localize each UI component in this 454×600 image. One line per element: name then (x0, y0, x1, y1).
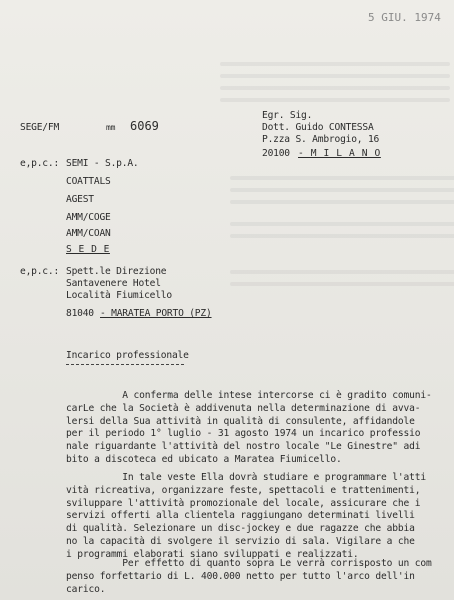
protocol-number: 6069 (130, 119, 159, 133)
body-line: i programmi elaborati siano sviluppati e realizzati. (66, 548, 359, 560)
body-line: no la capacità di svolgere il servizio di sala. Vigilare a che (66, 535, 415, 547)
bleed-through (220, 98, 450, 102)
body-line: di qualità. Selezionare un disc-jockey e due ragazze che abbia (66, 523, 415, 535)
recipient-salutation: Egr. Sig. (262, 110, 313, 121)
cc2-cap: 81040 (66, 308, 94, 319)
body-line: lersi della Sua attività in qualità di consulente, affidandole (66, 415, 415, 427)
bleed-through (230, 270, 454, 274)
body-line: servizi offerti alla clientela raggiungano determinati livelli (66, 510, 415, 522)
cc-item: S E D E (66, 244, 110, 255)
cc-label: e,p.c.: (20, 158, 60, 169)
body-line: Per effetto di quanto sopra Le verrà corrisposto un com (66, 558, 432, 569)
bleed-through (220, 86, 450, 90)
bleed-through (230, 200, 454, 204)
subject-line: Incarico professionale (66, 350, 189, 361)
cc-item: AMM/COGE (66, 212, 111, 223)
body-line: nale riguardante l'attività del nostro locale "Le Ginestre" adi (66, 441, 421, 453)
bleed-through (230, 282, 454, 286)
date-stamp: 5 GIU. 1974 (368, 11, 441, 24)
subject-underline (66, 364, 184, 365)
body-line: bito a discoteca ed ubicato a Maratea Fiumicello. (66, 453, 342, 465)
body-paragraph (66, 558, 432, 596)
cc2-line: Spett.le Direzione (66, 266, 167, 277)
cc-item: SEMI - S.p.A. (66, 158, 139, 169)
body-line: sviluppare l'attività promozionale del locale, assicurare che i (66, 497, 421, 509)
body-line: penso forfettario di L. 400.000 netto per tutto l'arco dell'in (66, 570, 415, 582)
bleed-through (220, 62, 450, 66)
cc-item: COATTALS (66, 176, 111, 187)
body-line: A conferma delle intese intercorse ci è gradito comuni- (66, 390, 432, 401)
body-line: vità ricreativa, organizzare feste, spettacoli e trattenimenti, (66, 484, 421, 496)
bleed-through (230, 222, 454, 226)
cc-item: AMM/COAN (66, 228, 111, 239)
cc-label: e,p.c.: (20, 266, 60, 277)
body-paragraph (66, 390, 432, 467)
reference-code: SEGE/FM (20, 122, 60, 133)
cc2-line: Località Fiumicello (66, 290, 172, 301)
body-paragraph (66, 472, 426, 562)
protocol-label: mm (106, 123, 116, 132)
body-line: carLe che la Società è addivenuta nella determinazione di avva- (66, 402, 421, 414)
cc2-city: - MARATEA PORTO (PZ) (100, 308, 212, 319)
cc2-line: Santavenere Hotel (66, 278, 161, 289)
body-line: In tale veste Ella dovrà studiare e programmare l'atti (66, 472, 427, 483)
cc-item: AGEST (66, 194, 94, 205)
bleed-through (230, 234, 454, 238)
body-line: per il periodo 1° luglio - 31 agosto 1974 un incarico professio (66, 428, 421, 440)
bleed-through (230, 188, 454, 192)
recipient-city: - M I L A N O (298, 148, 381, 159)
recipient-name: Dott. Guido CONTESSA (262, 122, 374, 133)
bleed-through (230, 176, 454, 180)
bleed-through (220, 74, 450, 78)
recipient-cap: 20100 (262, 148, 290, 159)
recipient-street: P.zza S. Ambrogio, 16 (262, 134, 380, 145)
body-line: carico. (66, 583, 106, 595)
